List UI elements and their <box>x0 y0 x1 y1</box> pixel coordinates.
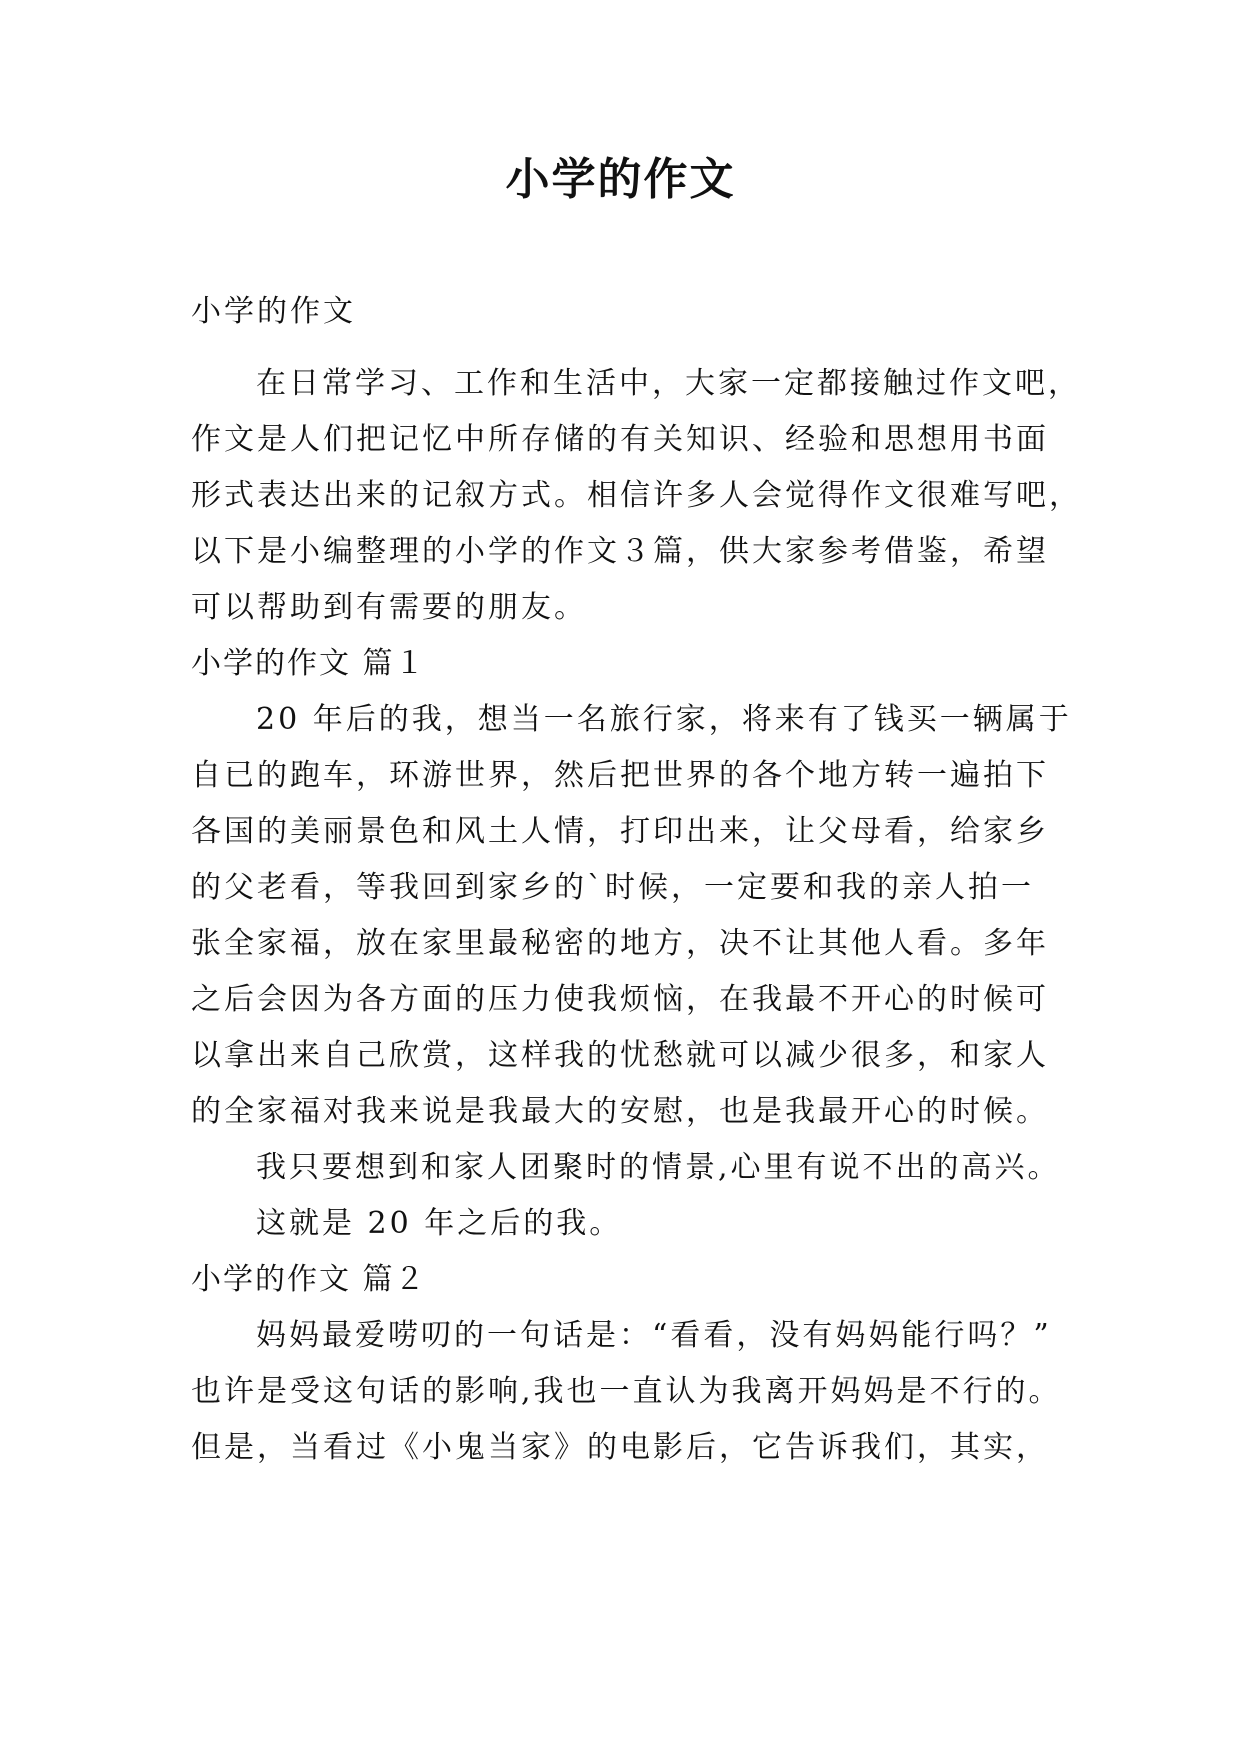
intro-line: 形式表达出来的记叙方式。相信许多人会觉得作文很难写吧， <box>191 478 1082 513</box>
section1-line: 自已的跑车，环游世界，然后把世界的各个地方转一遍拍下 <box>191 758 1049 793</box>
section2-line: 但是，当看过《小鬼当家》的电影后，它告诉我们，其实， <box>191 1430 1049 1465</box>
document-subtitle: 小学的作文 <box>191 294 356 329</box>
section2-line: 也许是受这句话的影响,我也一直认为我离开妈妈是不行的。 <box>191 1374 1062 1409</box>
intro-line: 可以帮助到有需要的朋友。 <box>191 590 587 625</box>
section2-line: 妈妈最爱唠叨的一句话是：“看看，没有妈妈能行吗？” <box>256 1318 1052 1353</box>
intro-line: 作文是人们把记忆中所存储的有关知识、经验和思想用书面 <box>191 422 1049 457</box>
section1-line: 的父老看，等我回到家乡的`时候，一定要和我的亲人拍一 <box>191 870 1034 905</box>
intro-line: 在日常学习、工作和生活中，大家一定都接触过作文吧， <box>256 366 1081 401</box>
section1-line: 的全家福对我来说是我最大的安慰，也是我最开心的时候。 <box>191 1094 1049 1129</box>
section-heading: 小学的作文 篇１ <box>191 646 427 681</box>
section1-line: 各国的美丽景色和风土人情，打印出来，让父母看，给家乡 <box>191 814 1049 849</box>
section1-line: 以拿出来自己欣赏，这样我的忧愁就可以减少很多，和家人 <box>191 1038 1049 1073</box>
section1-line: 之后会因为各方面的压力使我烦恼，在我最不开心的时候可 <box>191 982 1049 1017</box>
section1-line: 张全家福，放在家里最秘密的地方，决不让其他人看。多年 <box>191 926 1049 961</box>
section1-line: 20 年后的我，想当一名旅行家，将来有了钱买一辆属于 <box>256 702 1072 737</box>
section1-line: 这就是 20 年之后的我。 <box>256 1206 623 1241</box>
document-title: 小学的作文 <box>505 154 736 205</box>
section-heading: 小学的作文 篇２ <box>191 1262 427 1297</box>
section1-line: 我只要想到和家人团聚时的情景,心里有说不出的高兴。 <box>256 1150 1061 1185</box>
intro-line: 以下是小编整理的小学的作文３篇，供大家参考借鉴，希望 <box>191 534 1049 569</box>
